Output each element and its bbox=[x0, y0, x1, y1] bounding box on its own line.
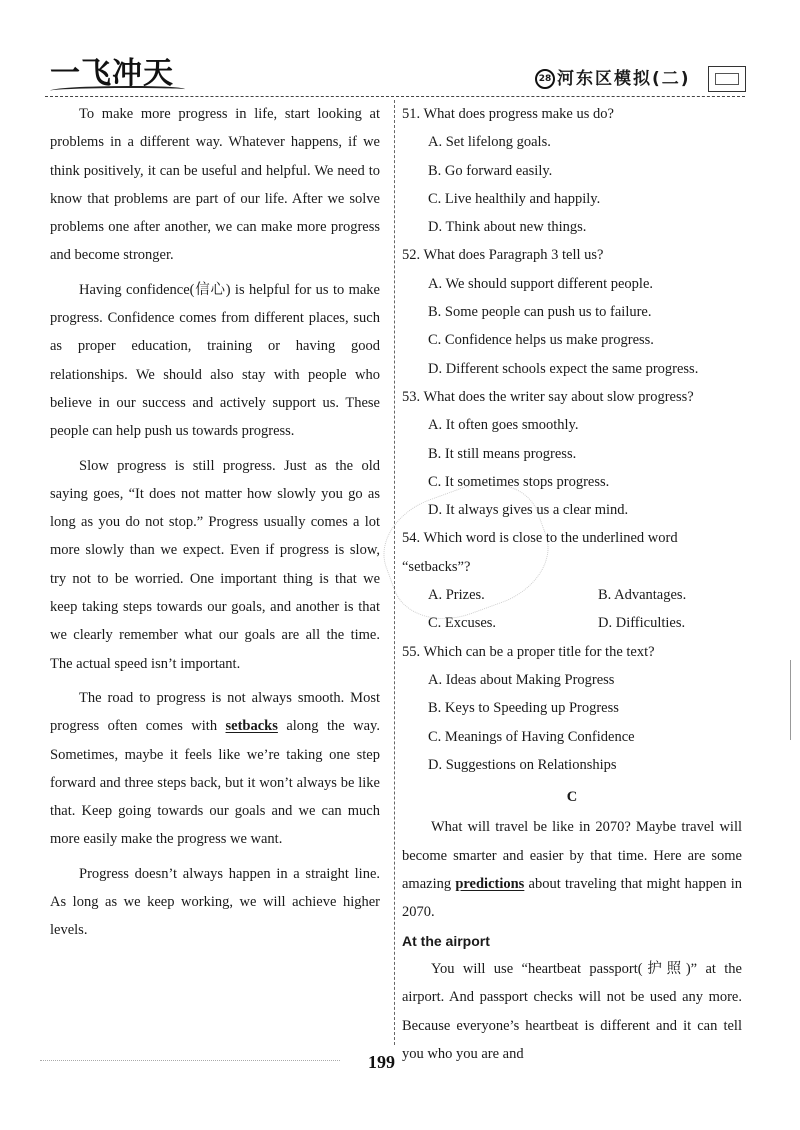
passage-paragraph-4 bbox=[50, 684, 380, 854]
passage-paragraph-2: Having confidence(信心) is helpful for us to make progress. Confidence comes from different places, such as proper education, training or having good relationships. We should also stay with people who believe in our success and actively support us. These people can help push us towards progress. bbox=[50, 281, 380, 440]
corner-box-icon bbox=[708, 66, 746, 92]
question-stem: 53. What does the writer say about slow progress? bbox=[402, 388, 694, 405]
option-a: A. Ideas about Making Progress bbox=[428, 671, 615, 688]
option-b: B. Some people can push us to failure. bbox=[428, 304, 652, 321]
underlined-word-setbacks: setbacks bbox=[225, 718, 278, 735]
exam-title bbox=[535, 64, 691, 89]
option-d: D. Difficulties. bbox=[598, 615, 686, 632]
option-c: C. Excuses. bbox=[428, 615, 497, 632]
option-b: B. It still means progress. bbox=[428, 445, 577, 462]
question-52 bbox=[402, 241, 742, 382]
section-c-intro bbox=[402, 813, 742, 926]
option-c: C. Meanings of Having Confidence bbox=[428, 728, 635, 745]
question-51 bbox=[402, 100, 742, 241]
section-c-passage bbox=[402, 813, 742, 1068]
passage-b-column bbox=[50, 100, 380, 945]
edge-mark bbox=[790, 660, 791, 740]
options-row-2 bbox=[402, 609, 742, 637]
option-a: A. Prizes. bbox=[428, 587, 485, 604]
page-number: 199 bbox=[368, 1052, 395, 1072]
questions-column bbox=[402, 100, 742, 1068]
question-53 bbox=[402, 383, 742, 524]
option-d: D. Think about new things. bbox=[428, 219, 587, 236]
question-55 bbox=[402, 638, 742, 779]
option-b: B. Keys to Speeding up Progress bbox=[428, 700, 619, 717]
question-stem: 54. Which word is close to the underlined word “setbacks”? bbox=[402, 530, 678, 575]
option-c: C. Live healthily and happily. bbox=[428, 190, 601, 207]
option-c: C. It sometimes stops progress. bbox=[428, 473, 610, 490]
question-54 bbox=[402, 524, 742, 637]
footer-dotted-line bbox=[40, 1060, 340, 1061]
para4-text-before: The road to progress is not always smooth. Most progress often comes with bbox=[50, 689, 380, 735]
exam-title-text: 河东区模拟(二) bbox=[557, 69, 691, 89]
option-d: D. It always gives us a clear mind. bbox=[428, 502, 629, 519]
question-stem: 55. Which can be a proper title for the text? bbox=[402, 643, 655, 660]
passage-paragraph-5: Progress doesn’t always happen in a straight line. As long as we keep working, we will achieve higher levels. bbox=[50, 865, 380, 939]
airport-paragraph: You will use “heartbeat passport(护照)” at the airport. And passport checks will not be used any more. Because everyone’s heartbeat is different and it can tell you who you are and bbox=[402, 960, 742, 1062]
option-b: B. Go forward easily. bbox=[428, 162, 553, 179]
brand-swoosh-icon bbox=[50, 86, 185, 94]
passage-paragraph-1: To make more progress in life, start looking at problems in a different way. Whatever happens, if we think positively, it can be useful and helpful. We need to know that problems are part of our life. After we solve problems one after another, we can make more progress and become stronger. bbox=[50, 106, 380, 264]
intro-text-before: What will travel be like in 2070? Maybe travel will become smarter and easier by that time. Here are some amazing bbox=[402, 819, 742, 893]
passage-paragraph-3: Slow progress is still progress. Just as the old saying goes, “It does not matter how slowly you go as long as you do not stop.” Progress usually comes a lot more slowly than we expect. Even if progress is slow, try not to be worried. One important thing is that we keep taking steps towards our goals, and another is that we clearly remember what our goals are all the time. The actual speed isn’t important. bbox=[50, 457, 380, 672]
option-d: D. Suggestions on Relationships bbox=[428, 756, 617, 773]
question-stem: 52. What does Paragraph 3 tell us? bbox=[402, 247, 604, 264]
option-a: A. It often goes smoothly. bbox=[428, 417, 579, 434]
underlined-word-predictions: predictions bbox=[455, 876, 525, 893]
exam-number-badge: 28 bbox=[535, 69, 555, 89]
header-divider bbox=[45, 96, 745, 97]
options-row-1 bbox=[402, 581, 742, 609]
page-header bbox=[0, 0, 800, 100]
intro-text-after: about traveling that might happen in 2070. bbox=[402, 876, 742, 921]
option-a: A. Set lifelong goals. bbox=[428, 134, 551, 151]
option-d: D. Different schools expect the same progress. bbox=[428, 360, 699, 377]
section-c-heading: C bbox=[566, 789, 578, 806]
option-a: A. We should support different people. bbox=[428, 275, 654, 292]
question-stem: 51. What does progress make us do? bbox=[402, 106, 614, 122]
para4-text-after: along the way. Sometimes, maybe it feels like we’re taking one step forward and three steps back, but it won’t always be like that. Keep going towards our goals and we can much more easily make the progress we want. bbox=[50, 718, 380, 848]
subheading-airport: At the airport bbox=[402, 932, 490, 949]
option-c: C. Confidence helps us make progress. bbox=[428, 332, 654, 349]
option-b: B. Advantages. bbox=[598, 587, 687, 604]
brand-logo: 一飞冲天 bbox=[50, 56, 174, 91]
